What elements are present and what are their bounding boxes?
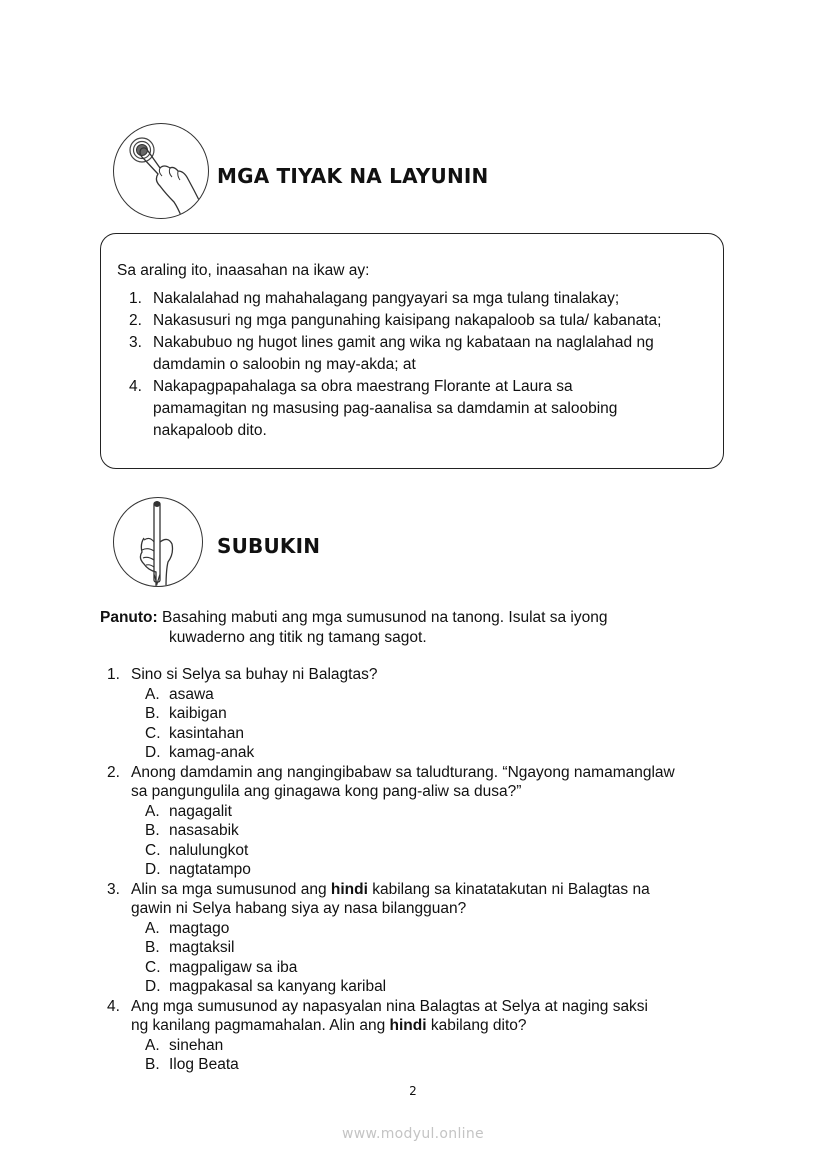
option: B. kaibigan	[145, 705, 227, 722]
option: B. Ilog Beata	[145, 1056, 239, 1073]
objective-item: 3. Nakabubuo ng hugot lines gamit ang wika ng kabataan na naglalahad ng damdamin o saloobin ng may-akda; at	[129, 334, 654, 373]
option: C. magpaligaw sa iba	[145, 958, 298, 976]
objectives-intro: Sa araling ito, inaasahan na ikaw ay:	[117, 262, 370, 279]
objective-item: 1. Nakalalahad ng mahahalagang pangyayari sa mga tulang tinalakay;	[129, 290, 620, 307]
option: C. nalulungkot	[145, 841, 249, 859]
instructions	[100, 608, 720, 648]
objective-item: 4. Nakapagpapahalaga sa obra maestrang Florante at Laura sa pamamagitan ng masusing pag-aanalisa sa damdamin at saloobing nakapaloob dito.	[129, 378, 618, 439]
question-4: 4. Ang mga sumusunod ay napasyalan nina Balagtas at Selya at naging saksi ng kanilang pagmamahalan. Alin ang hindi kabilang dito?	[107, 997, 649, 1034]
option: D. nagtatampo	[145, 861, 251, 878]
instructions-label: Panuto:	[100, 609, 158, 626]
page-number: 2	[409, 1084, 417, 1098]
option: C. kasintahan	[145, 724, 244, 742]
instructions-text-2: kuwaderno ang titik ng tamang sagot.	[169, 629, 427, 646]
option: D. magpakasal sa kanyang karibal	[145, 978, 387, 995]
subukin-title: SUBUKIN	[217, 534, 321, 558]
option: B. nasasabik	[145, 822, 239, 839]
objectives-list	[117, 288, 717, 442]
question-list	[100, 665, 730, 1075]
emphasis-hindi: hindi	[330, 880, 368, 898]
option: A. asawa	[145, 685, 214, 703]
question-2: 2. Anong damdamin ang nangingibabaw sa taludturang. “Ngayong namamanglaw sa pangungulila ang ginagawa kong pang-aliw sa dusa?”	[107, 763, 675, 800]
hand-pointing-icon	[113, 123, 209, 219]
question-3: 3. Alin sa mga sumusunod ang hindi kabilang sa kinatatakutan ni Balagtas na gawin ni Selya habang siya ay nasa bilangguan?	[107, 880, 650, 917]
option: A. nagagalit	[145, 802, 232, 820]
objectives-title: MGA TIYAK NA LAYUNIN	[217, 164, 489, 188]
objective-item: 2. Nakasusuri ng mga pangunahing kaisipang nakapaloob sa tula/ kabanata;	[129, 312, 662, 329]
option: D. kamag-anak	[145, 744, 255, 761]
emphasis-hindi: hindi	[389, 1017, 427, 1034]
instructions-text: Basahing mabuti ang mga sumusunod na tanong. Isulat sa iyong	[162, 609, 608, 626]
option: B. magtaksil	[145, 939, 235, 956]
option: A. magtago	[145, 919, 230, 937]
option: A. sinehan	[145, 1036, 224, 1054]
question-1: 1. Sino si Selya sa buhay ni Balagtas?	[107, 666, 378, 683]
watermark: www.modyul.online	[342, 1126, 484, 1142]
hand-holding-pencil-icon	[113, 497, 203, 587]
